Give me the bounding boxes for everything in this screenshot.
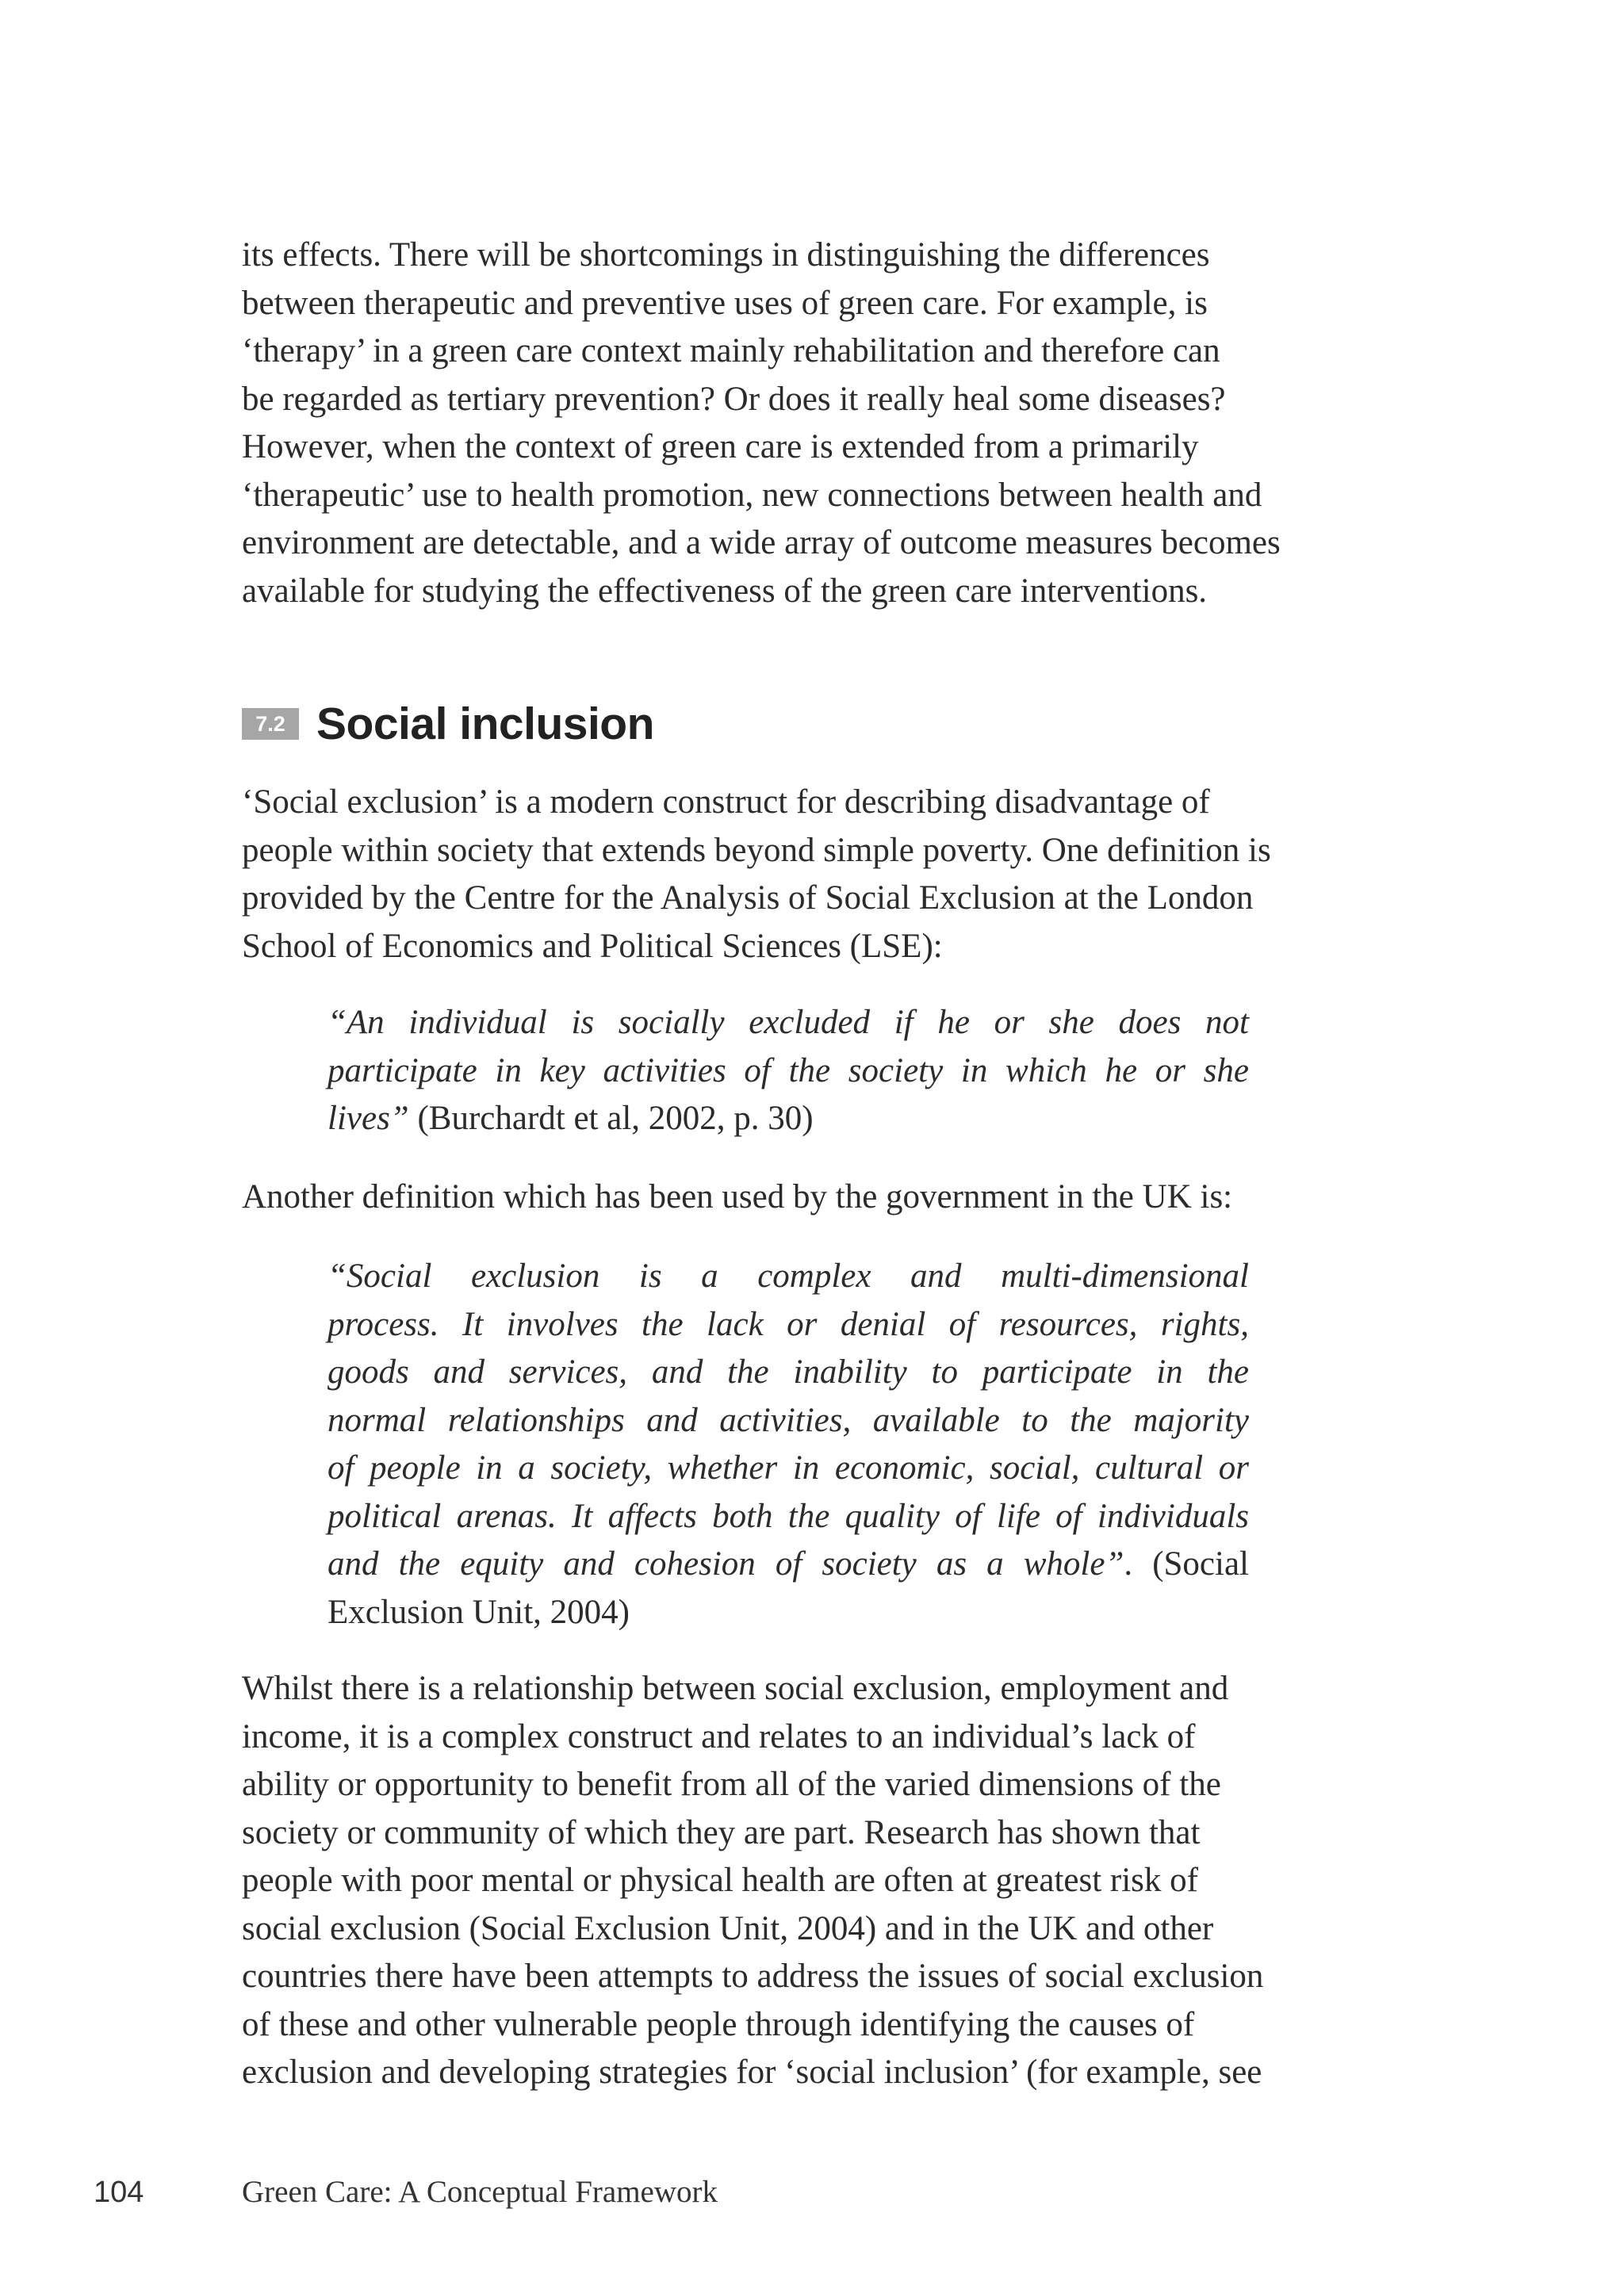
quote-line <box>327 1095 1249 1143</box>
quote-text: lives” <box>327 1100 409 1137</box>
text-line: people within society that extends beyond simple poverty. One definition is <box>242 831 1271 869</box>
text-line: ‘therapeutic’ use to health promotion, new connections between health and <box>242 476 1262 514</box>
text-line: people with poor mental or physical health are often at greatest risk of <box>242 1862 1198 1899</box>
quote-line <box>327 1253 1249 1301</box>
quote-line <box>327 1047 1249 1096</box>
block-quote-lse <box>327 999 1249 1143</box>
section-title: Social inclusion <box>316 699 654 749</box>
text-line: environment are detectable, and a wide array of outcome measures becomes <box>242 524 1281 561</box>
text-line: Whilst there is a relationship between social exclusion, employment and <box>242 1670 1229 1707</box>
text-line: ‘Social exclusion’ is a modern construct for describing disadvantage of <box>242 783 1210 821</box>
text-line: income, it is a complex construct and relates to an individual’s lack of <box>242 1717 1196 1755</box>
text-line: between therapeutic and preventive uses of green care. For example, is <box>242 284 1208 322</box>
running-footer-title: Green Care: A Conceptual Framework <box>242 2175 718 2209</box>
quote-text: and the equity and cohesion of society as a whole” <box>327 1545 1124 1583</box>
quote-text: normal relationships and activities, available to the majority <box>327 1401 1249 1439</box>
quote-citation: . (Social <box>1124 1545 1249 1583</box>
quote-line <box>327 999 1249 1047</box>
quote-line <box>327 1349 1249 1397</box>
text-line: society or community of which they are part. Research has shown that <box>242 1813 1201 1851</box>
quote-line <box>327 1301 1249 1349</box>
block-quote-seu <box>327 1253 1249 1636</box>
text-line: social exclusion (Social Exclusion Unit, 2004) and in the UK and other <box>242 1909 1214 1947</box>
text-line: provided by the Centre for the Analysis of Social Exclusion at the London <box>242 879 1254 917</box>
text-line: its effects. There will be shortcomings in distinguishing the differences <box>242 236 1210 274</box>
quote-text: political arenas. It affects both the quality of life of individuals <box>327 1497 1249 1535</box>
text-line: countries there have been attempts to address the issues of social exclusion <box>242 1958 1264 1995</box>
section-heading <box>242 696 654 752</box>
quote-text: process. It involves the lack or denial of resources, rights, <box>327 1305 1249 1343</box>
text-line: ability or opportunity to benefit from all of the varied dimensions of the <box>242 1766 1221 1803</box>
quote-line <box>327 1541 1249 1589</box>
quote-line <box>327 1445 1249 1493</box>
paragraph-intro <box>242 232 1384 615</box>
paragraph-uk-definition <box>242 1173 1384 1222</box>
text-line: available for studying the effectiveness of the green care interventions. <box>242 572 1208 610</box>
paragraph-social-inclusion <box>242 1665 1384 2097</box>
page-number: 104 <box>94 2176 144 2209</box>
text-line: ‘therapy’ in a green care context mainly rehabilitation and therefore can <box>242 332 1220 369</box>
quote-line <box>327 1397 1249 1445</box>
section-number-badge: 7.2 <box>242 708 299 740</box>
quote-text: participate in key activities of the society in which he or she <box>327 1051 1249 1089</box>
text-line: However, when the context of green care is extended from a primarily <box>242 428 1199 465</box>
text-line: of these and other vulnerable people through identifying the causes of <box>242 2005 1195 2043</box>
text-line: be regarded as tertiary prevention? Or does it really heal some diseases? <box>242 380 1226 418</box>
quote-text: of people in a society, whether in economic, social, cultural or <box>327 1449 1249 1487</box>
quote-text: goods and services, and the inability to participate in the <box>327 1353 1249 1391</box>
quote-line: Exclusion Unit, 2004) <box>327 1593 630 1631</box>
paragraph-social-exclusion <box>242 779 1384 970</box>
quote-text: “Social exclusion is a complex and multi-dimensional <box>327 1258 1249 1295</box>
quote-text: “An individual is socially excluded if he or she does not <box>327 1004 1249 1041</box>
text-line: School of Economics and Political Sciences (LSE): <box>242 927 943 965</box>
quote-citation: (Burchardt et al, 2002, p. 30) <box>408 1100 814 1137</box>
text-line: Another definition which has been used by the government in the UK is: <box>242 1178 1233 1215</box>
quote-line <box>327 1493 1249 1541</box>
text-line: exclusion and developing strategies for ‘social inclusion’ (for example, see <box>242 2054 1262 2091</box>
